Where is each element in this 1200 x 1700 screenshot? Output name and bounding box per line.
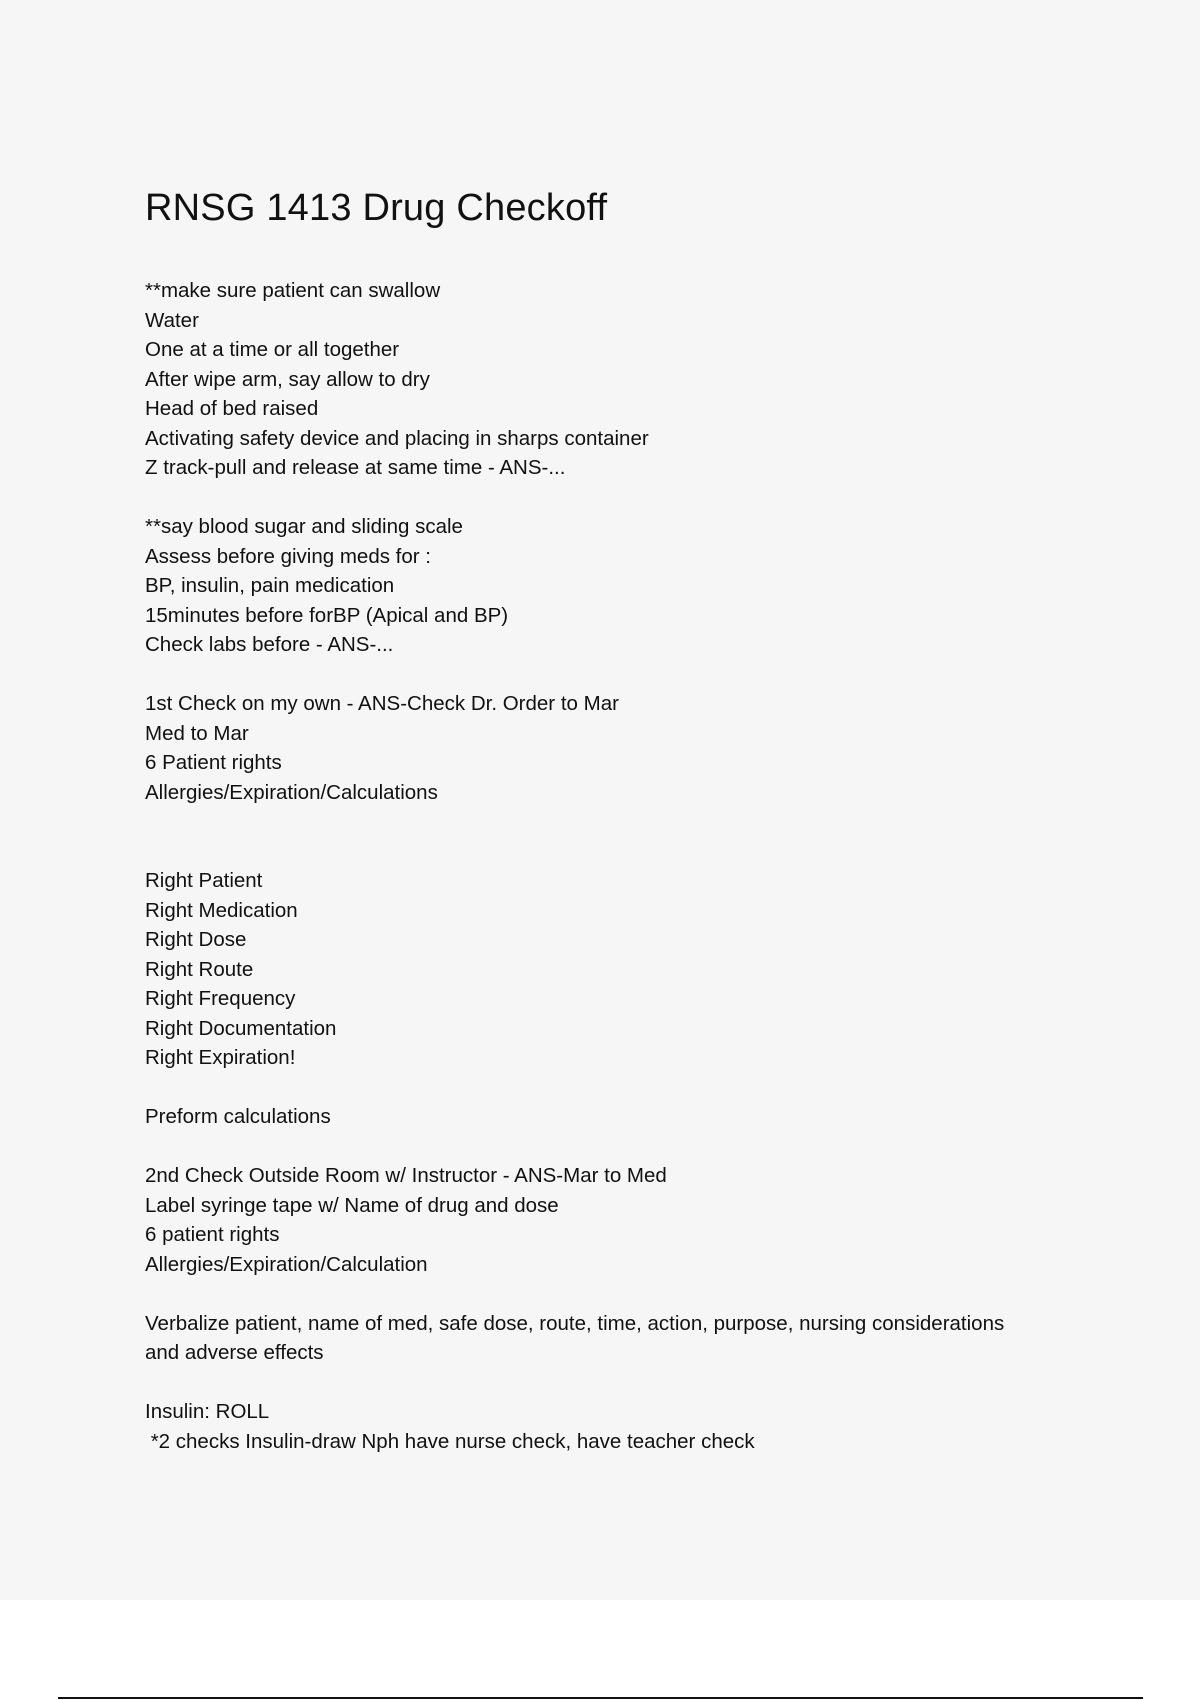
text-line: Activating safety device and placing in sharps container	[145, 426, 649, 450]
section-verbalize	[145, 1309, 1105, 1368]
text-line: Preform calculations	[145, 1105, 331, 1128]
text-line: Right Frequency	[145, 987, 296, 1010]
text-line: Right Dose	[145, 928, 247, 951]
text-line: BP, insulin, pain medication	[145, 574, 395, 597]
spacer	[145, 1073, 1105, 1103]
text-line: Verbalize patient, name of med, safe dose, route, time, action, purpose, nursing considerations	[145, 1311, 1005, 1335]
text-line: Right Patient	[145, 869, 263, 892]
document-content	[145, 185, 1105, 1456]
text-line: Right Expiration!	[145, 1046, 296, 1069]
text-line: After wipe arm, say allow to dry	[145, 367, 430, 391]
text-line: 1st Check on my own - ANS-Check Dr. Order to Mar	[145, 692, 619, 715]
spacer	[145, 1279, 1105, 1309]
text-line: 6 Patient rights	[145, 751, 282, 774]
text-line: 2nd Check Outside Room w/ Instructor - ANS-Mar to Med	[145, 1164, 667, 1187]
spacer	[145, 1368, 1105, 1398]
text-line: Head of bed raised	[145, 397, 319, 420]
section-second-check	[145, 1161, 1105, 1279]
text-line: Insulin: ROLL	[145, 1400, 270, 1423]
footer-divider	[58, 1697, 1143, 1699]
text-line: Med to Mar	[145, 721, 249, 745]
section-insulin	[145, 1397, 1105, 1456]
spacer	[145, 807, 1105, 866]
text-line: **say blood sugar and sliding scale	[145, 515, 463, 538]
section-calculations	[145, 1102, 1105, 1132]
section-admin-tips	[145, 276, 1105, 483]
text-line: One at a time or all together	[145, 338, 400, 361]
spacer	[145, 483, 1105, 513]
text-line: Assess before giving meds for :	[145, 544, 431, 568]
spacer	[145, 660, 1105, 690]
text-line: and adverse effects	[145, 1341, 324, 1364]
spacer	[145, 1132, 1105, 1162]
text-line: *2 checks Insulin-draw Nph have nurse check, have teacher check	[145, 1429, 755, 1453]
text-line: **make sure patient can swallow	[145, 279, 441, 302]
text-line: Allergies/Expiration/Calculation	[145, 1252, 428, 1276]
text-line: Right Route	[145, 957, 254, 981]
text-line: 6 patient rights	[145, 1223, 280, 1246]
section-patient-rights	[145, 866, 1105, 1073]
text-line: Allergies/Expiration/Calculations	[145, 780, 438, 804]
text-line: Water	[145, 308, 199, 332]
text-line: Check labs before - ANS-...	[145, 633, 394, 656]
text-line: Label syringe tape w/ Name of drug and dose	[145, 1193, 559, 1217]
section-assessment	[145, 512, 1105, 660]
document-title: RNSG 1413 Drug Checkoff	[145, 187, 608, 229]
text-line: 15minutes before forBP (Apical and BP)	[145, 603, 509, 627]
section-first-check	[145, 689, 1105, 807]
text-line: Z track-pull and release at same time - ANS-...	[145, 456, 566, 479]
text-line: Right Documentation	[145, 1016, 337, 1040]
text-line: Right Medication	[145, 898, 298, 922]
